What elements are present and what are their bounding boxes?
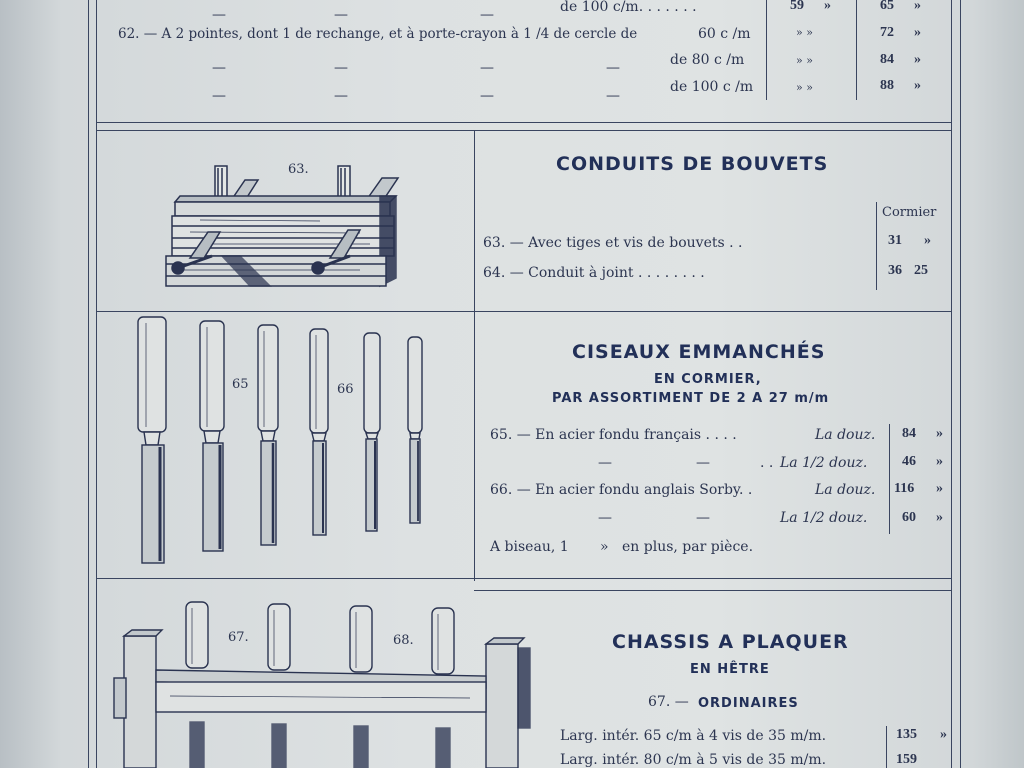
item-text: Larg. intér. 80 c/m à 5 vis de 35 m/m. xyxy=(560,752,827,768)
dash: — xyxy=(334,88,348,104)
price: 84 xyxy=(902,426,916,441)
price: » » xyxy=(796,81,813,94)
price-suffix: » xyxy=(924,233,931,248)
section-divider xyxy=(96,578,951,579)
section-divider xyxy=(96,130,951,131)
dash: — xyxy=(606,88,620,104)
dash: — xyxy=(480,88,494,104)
item-64-text: 64. — Conduit à joint . . . . . . . . xyxy=(483,265,705,281)
section-divider xyxy=(96,122,951,123)
size-label: de 100 c /m xyxy=(670,79,754,95)
section-divider xyxy=(96,311,951,312)
dash: — xyxy=(212,7,226,23)
veneer-press-illustration xyxy=(110,598,540,768)
section-title: CHASSIS A PLAQUER xyxy=(612,631,849,653)
price-column-line xyxy=(889,424,890,534)
price: » » xyxy=(796,54,813,67)
leader-dots: . . xyxy=(760,455,774,471)
price: 59 xyxy=(790,0,804,13)
size-label: de 100 c/m. . . . . . . xyxy=(560,0,697,15)
figure-text-divider xyxy=(474,130,475,581)
price-suffix: » xyxy=(936,454,943,469)
page-border-right xyxy=(951,0,952,768)
dash: — xyxy=(598,455,612,471)
top-column-separator xyxy=(766,0,767,100)
price-suffix: 25 xyxy=(914,263,928,278)
figure-label: 68. xyxy=(393,633,414,648)
price: 65 xyxy=(880,0,894,13)
price: 135 xyxy=(896,727,917,742)
dash: — xyxy=(334,7,348,23)
column-header: Cormier xyxy=(882,205,937,220)
size-label: 60 c /m xyxy=(698,26,751,42)
figure-label: 63. xyxy=(288,162,309,177)
price-suffix: » xyxy=(936,510,943,525)
page-border-right-outer xyxy=(960,0,961,768)
dash: — xyxy=(212,88,226,104)
price: 84 xyxy=(880,52,894,67)
dash: — xyxy=(480,7,494,23)
price-suffix: » xyxy=(914,0,921,13)
price-suffix: » xyxy=(914,25,921,40)
price-suffix: » xyxy=(940,727,947,742)
figure-label: 66 xyxy=(337,382,354,397)
section-subtitle: EN HÊTRE xyxy=(690,662,770,677)
section-divider xyxy=(474,590,951,591)
size-label: de 80 c /m xyxy=(670,52,745,68)
dash: — xyxy=(696,455,710,471)
page-border-left-inner xyxy=(96,0,97,768)
dash: — xyxy=(212,60,226,76)
dash: — xyxy=(334,60,348,76)
page-border-left xyxy=(88,0,89,768)
price: 116 xyxy=(894,481,915,496)
price: » » xyxy=(796,26,813,39)
dash: — xyxy=(696,510,710,526)
dash: — xyxy=(480,60,494,76)
price: 60 xyxy=(902,510,916,525)
chisels-illustration xyxy=(130,315,440,570)
price: 159 xyxy=(896,752,917,767)
price-suffix: » xyxy=(914,78,921,93)
figure-label: 67. xyxy=(228,630,249,645)
price: 72 xyxy=(880,25,894,40)
section-subtitle: EN CORMIER, xyxy=(654,372,762,387)
section-title: CISEAUX EMMANCHÉS xyxy=(572,341,826,363)
top-column-separator xyxy=(856,0,857,100)
sub-item-label: ORDINAIRES xyxy=(698,696,799,711)
note-mark: » xyxy=(600,539,609,555)
item-text: Larg. intér. 65 c/m à 4 vis de 35 m/m. xyxy=(560,728,827,744)
unit-label: La douz. xyxy=(815,482,876,498)
price-suffix: » xyxy=(914,52,921,67)
price-column-line xyxy=(876,202,877,290)
note-suffix: en plus, par pièce. xyxy=(622,539,754,555)
item-62-text: 62. — A 2 pointes, dont 1 de rechange, et à porte-crayon à 1 /4 de cercle de xyxy=(118,26,638,42)
bouvet-guide-illustration xyxy=(160,160,410,295)
section-title: CONDUITS DE BOUVETS xyxy=(556,153,829,175)
unit-label: La 1/2 douz. xyxy=(780,510,868,526)
dash: — xyxy=(606,60,620,76)
unit-label: La douz. xyxy=(815,427,876,443)
price-column-line xyxy=(886,726,887,768)
item-63-text: 63. — Avec tiges et vis de bouvets . . xyxy=(483,235,743,251)
section-subtitle: PAR ASSORTIMENT DE 2 A 27 m/m xyxy=(552,391,830,406)
price-suffix: » xyxy=(824,0,831,13)
item-66-text: 66. — En acier fondu anglais Sorby. . xyxy=(490,482,753,498)
dash: — xyxy=(598,510,612,526)
sub-item-number: 67. — xyxy=(648,694,689,710)
item-65-text: 65. — En acier fondu français . . . . xyxy=(490,427,737,443)
note-prefix: A biseau, 1 xyxy=(490,539,569,555)
price-suffix: » xyxy=(936,481,943,496)
price: 46 xyxy=(902,454,916,469)
price-suffix: » xyxy=(936,426,943,441)
price: 31 xyxy=(888,233,902,248)
price: 36 xyxy=(888,263,902,278)
unit-label: La 1/2 douz. xyxy=(780,455,868,471)
figure-label: 65 xyxy=(232,377,249,392)
price: 88 xyxy=(880,78,894,93)
